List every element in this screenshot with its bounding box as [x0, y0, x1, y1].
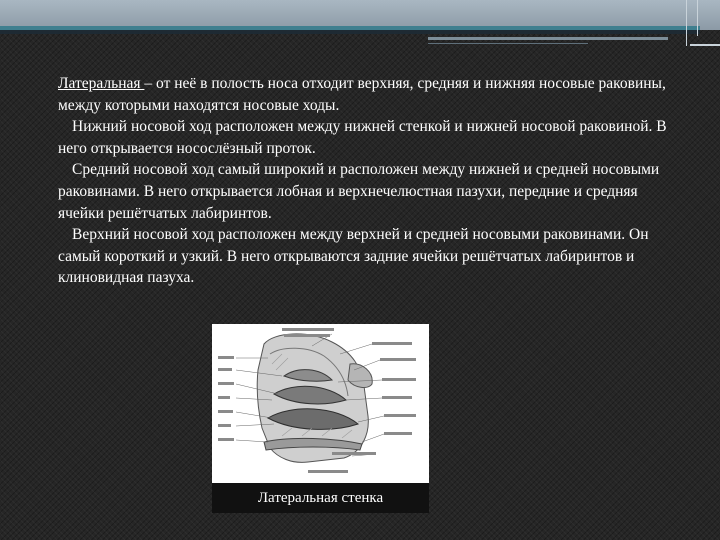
decorative-line — [697, 0, 698, 36]
term-lateral: Латеральная — [58, 75, 145, 92]
figure-caption: Латеральная стенка — [212, 483, 429, 513]
paragraph-middle-meatus: Средний носовой ход самый широкий и расположен между нижней и средней носовыми раковинами. В него открывается лобная и верхнечелюстная пазухи, передние и средняя ячейки решётчатых лабиринтов. — [58, 161, 660, 222]
paragraph-lateral-wall — [58, 73, 668, 116]
lateral-wall-illustration — [212, 324, 429, 513]
decorative-line — [428, 43, 588, 44]
slide-body-text — [58, 73, 668, 289]
anatomy-drawing — [212, 324, 429, 483]
paragraph1-text: – от неё в полость носа отходит верхняя, средняя и нижняя носовые раковины, между которыми находятся носовые ходы. — [58, 75, 666, 114]
paragraph-inferior-meatus: Нижний носовой ход расположен между нижней стенкой и нижней носовой раковиной. В него открывается носослёзный проток. — [58, 118, 667, 157]
decorative-line — [690, 44, 720, 46]
accent-stripe-dark — [0, 30, 700, 34]
decorative-line — [686, 0, 687, 46]
decorative-line — [428, 37, 668, 40]
paragraph-superior-meatus: Верхний носовой ход расположен между верхней и средней носовыми раковинами. Он самый короткий и узкий. В него открываются задние ячейки решётчатых лабиринтов и клиновидная пазуха. — [58, 226, 649, 287]
